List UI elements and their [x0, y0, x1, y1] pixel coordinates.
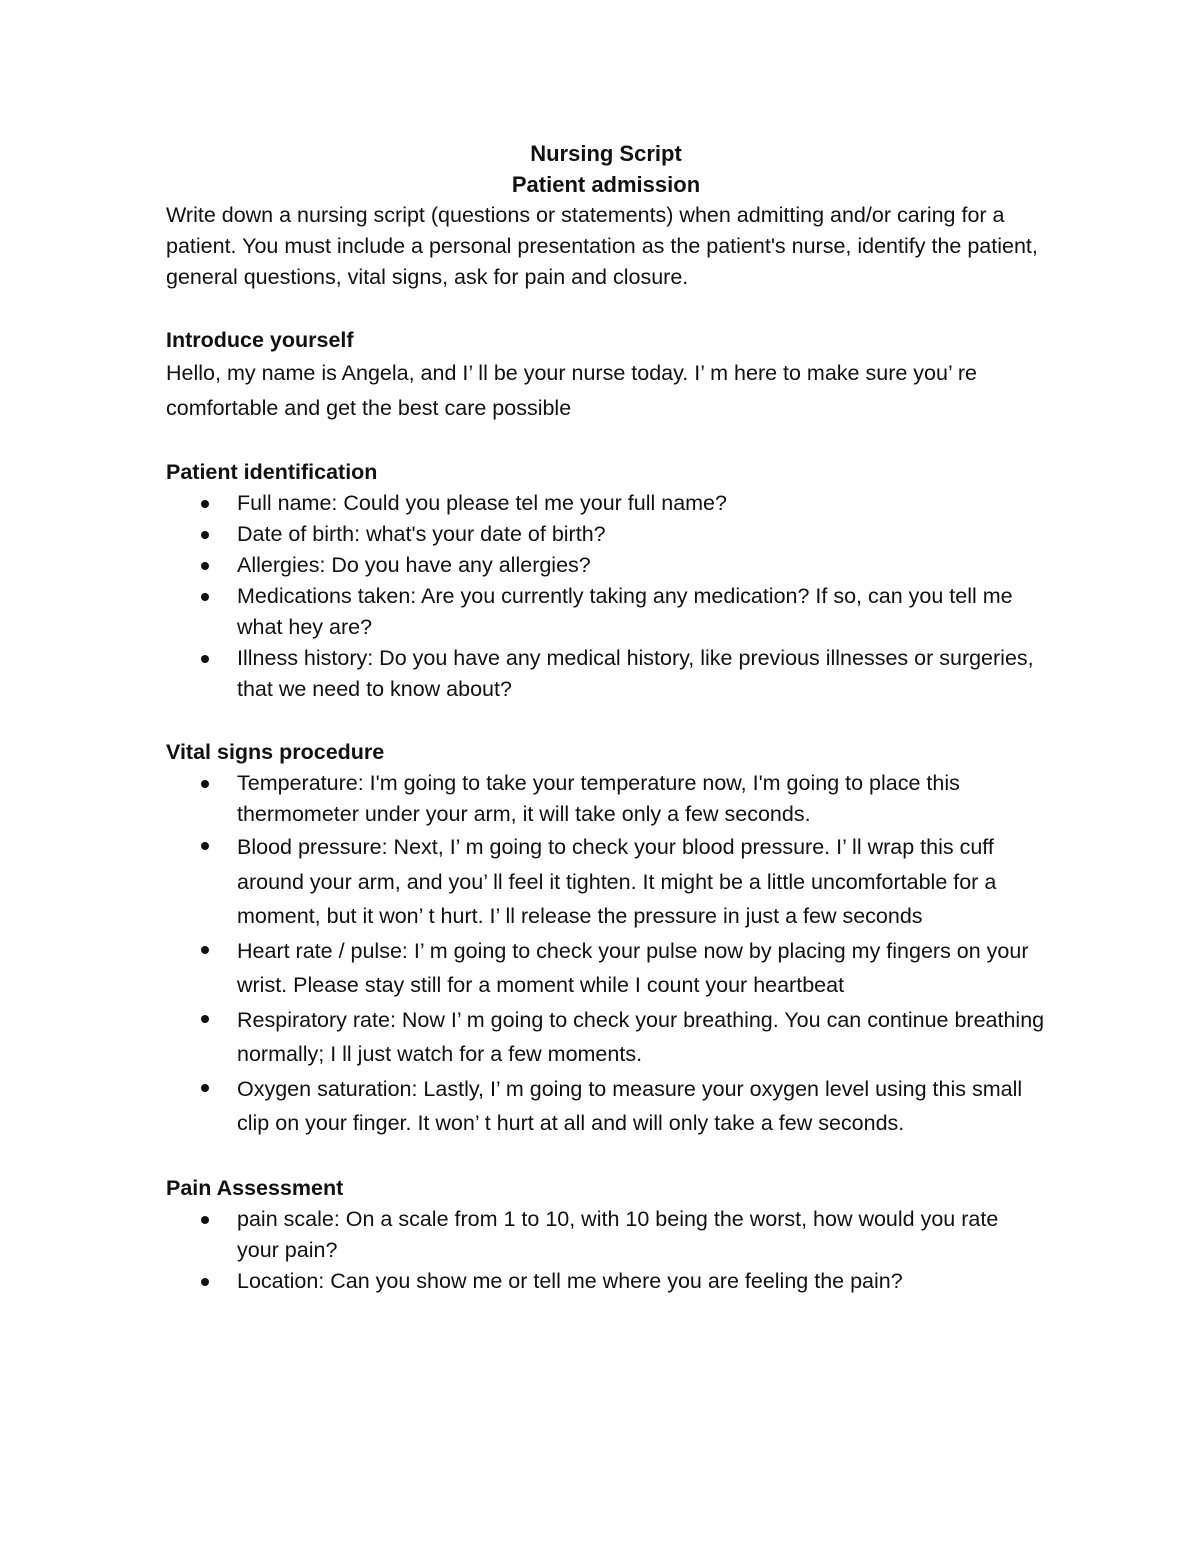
list-item-text: Respiratory rate: Now I’ m going to check your breathing. You can continue breathing normally; I ll just watch for a few moments.: [237, 1007, 1045, 1066]
list-item: [166, 519, 1046, 550]
document-title: Nursing Script: [530, 141, 682, 166]
list-item: [166, 768, 1046, 830]
list-item-text: Temperature: I'm going to take your temperature now, I'm going to place this thermometer under your arm, it will take only a few seconds.: [237, 771, 960, 826]
bullet-icon: [201, 1278, 209, 1286]
bullet-icon: [201, 1216, 209, 1224]
list-item: [166, 1266, 1046, 1297]
identification-list: [166, 488, 1046, 705]
list-item: [166, 488, 1046, 519]
list-item-text: Location: Can you show me or tell me where you are feeling the pain?: [237, 1268, 903, 1293]
list-item-text: Heart rate / pulse: I’ m going to check your pulse now by placing my fingers on your wrist. Please stay still for a moment while I count your heartbeat: [237, 938, 1029, 997]
bullet-icon: [201, 1015, 209, 1023]
list-item: [166, 581, 1046, 643]
bullet-icon: [201, 500, 209, 508]
list-item-text: Allergies: Do you have any allergies?: [237, 553, 591, 577]
list-item: [166, 830, 1046, 934]
pain-heading: Pain Assessment: [166, 1175, 344, 1200]
list-item-text: Blood pressure: Next, I’ m going to check your blood pressure. I’ ll wrap this cuff around your arm, and you’ ll feel it tighten. It might be a little uncomfortable for a moment, but it won’ t hurt. I’ ll release the pressure in just a few seconds: [237, 835, 997, 928]
identification-heading: Patient identification: [166, 460, 378, 484]
bullet-icon: [201, 593, 209, 601]
bullet-icon: [201, 562, 209, 570]
document-page: [166, 138, 1046, 1297]
list-item-text: Medications taken: Are you currently taking any medication? If so, can you tell me what hey are?: [237, 584, 1013, 639]
list-item: [166, 550, 1046, 581]
list-item-text: Illness history: Do you have any medical history, like previous illnesses or surgeries, that we need to know about?: [237, 646, 1034, 701]
bullet-icon: [201, 1084, 209, 1092]
list-item: [166, 1072, 1046, 1141]
bullet-icon: [201, 842, 209, 850]
instructions-paragraph: Write down a nursing script (questions or statements) when admitting and/or caring for a patient. You must include a personal presentation as the patient's nurse, identify the patient, general questions, vital signs, ask for pain and closure.: [166, 203, 1038, 289]
list-item-text: pain scale: On a scale from 1 to 10, with 10 being the worst, how would you rate your pain?: [237, 1206, 999, 1262]
list-item: [166, 1204, 1046, 1266]
introduce-heading: Introduce yourself: [166, 328, 354, 352]
list-item: [166, 1003, 1046, 1072]
bullet-icon: [201, 655, 209, 663]
list-item-text: Date of birth: what's your date of birth?: [237, 522, 606, 546]
bullet-icon: [201, 946, 209, 954]
list-item-text: Full name: Could you please tel me your full name?: [237, 491, 727, 515]
vitals-heading: Vital signs procedure: [166, 740, 385, 764]
list-item-text: Oxygen saturation: Lastly, I’ m going to measure your oxygen level using this small clip on your finger. It won’ t hurt at all and will only take a few seconds.: [237, 1076, 1023, 1135]
bullet-icon: [201, 780, 209, 788]
bullet-icon: [201, 531, 209, 539]
list-item: [166, 934, 1046, 1003]
introduce-text: Hello, my name is Angela, and I’ ll be your nurse today. I’ m here to make sure you’ re comfortable and get the best care possible: [166, 361, 978, 420]
vitals-list: [166, 768, 1046, 1141]
list-item: [166, 643, 1046, 705]
document-subtitle: Patient admission: [511, 172, 701, 197]
pain-list: [166, 1204, 1046, 1297]
